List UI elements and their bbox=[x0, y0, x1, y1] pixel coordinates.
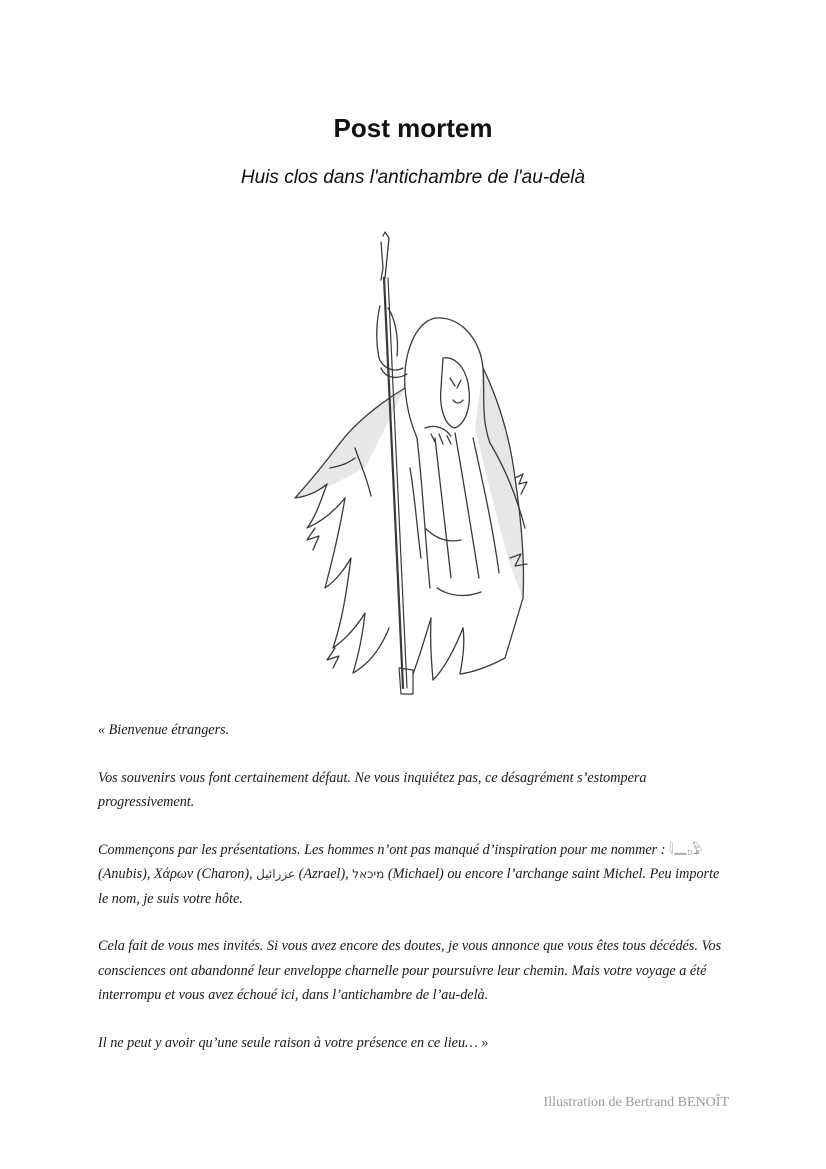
paragraph-reason: Il ne peut y avoir qu’une seule raison à votre présence en ce lieu… » bbox=[98, 1034, 489, 1051]
hebrew-name: מיכאל bbox=[352, 867, 385, 881]
page-subtitle: Huis clos dans l'antichambre de l'au-delà bbox=[240, 167, 586, 188]
charon-gloss: (Charon), bbox=[196, 866, 253, 882]
anubis-gloss: (Anubis), bbox=[98, 866, 151, 882]
paragraph-guests: Cela fait de vous mes invités. Si vous avez encore des doutes, je vous annonce que vous êtes tous décédés. Vos consciences ont abandonné leur enveloppe charnelle pour poursuivre leur chemin. Mais votre voyage a été interrompu et vous avez échoué ici, dans l’antichambre de l’au-delà. bbox=[98, 938, 722, 1003]
arabic-name: عزرائيل bbox=[256, 867, 296, 881]
hooded-reaper-illustration bbox=[285, 228, 545, 698]
body-text bbox=[98, 718, 728, 1078]
page-title: Post mortem bbox=[333, 113, 493, 143]
paragraph-memories: Vos souvenirs vous font certainement défaut. Ne vous inquiétez pas, ce désagrément s’estompera progressivement. bbox=[98, 769, 647, 810]
michael-gloss: (Michael) ou encore l’archange saint Michel. Peu importe le nom, je suis votre hôte. bbox=[98, 866, 720, 907]
greek-name: Χάρων bbox=[153, 866, 194, 882]
paragraph-greeting: « Bienvenue étrangers. bbox=[98, 722, 230, 738]
illustration-credit: Illustration de Bertrand BENOÎT bbox=[543, 1095, 729, 1110]
introductions-text: Commençons par les présentations. Les hommes n’ont pas manqué d’inspiration pour me nommer : bbox=[98, 841, 666, 858]
azrael-gloss: (Azrael), bbox=[298, 866, 349, 882]
egyptian-hieroglyphs-name: 𓇋𓈖𓊪𓅱 bbox=[669, 842, 703, 857]
paragraph-introductions bbox=[98, 838, 728, 912]
